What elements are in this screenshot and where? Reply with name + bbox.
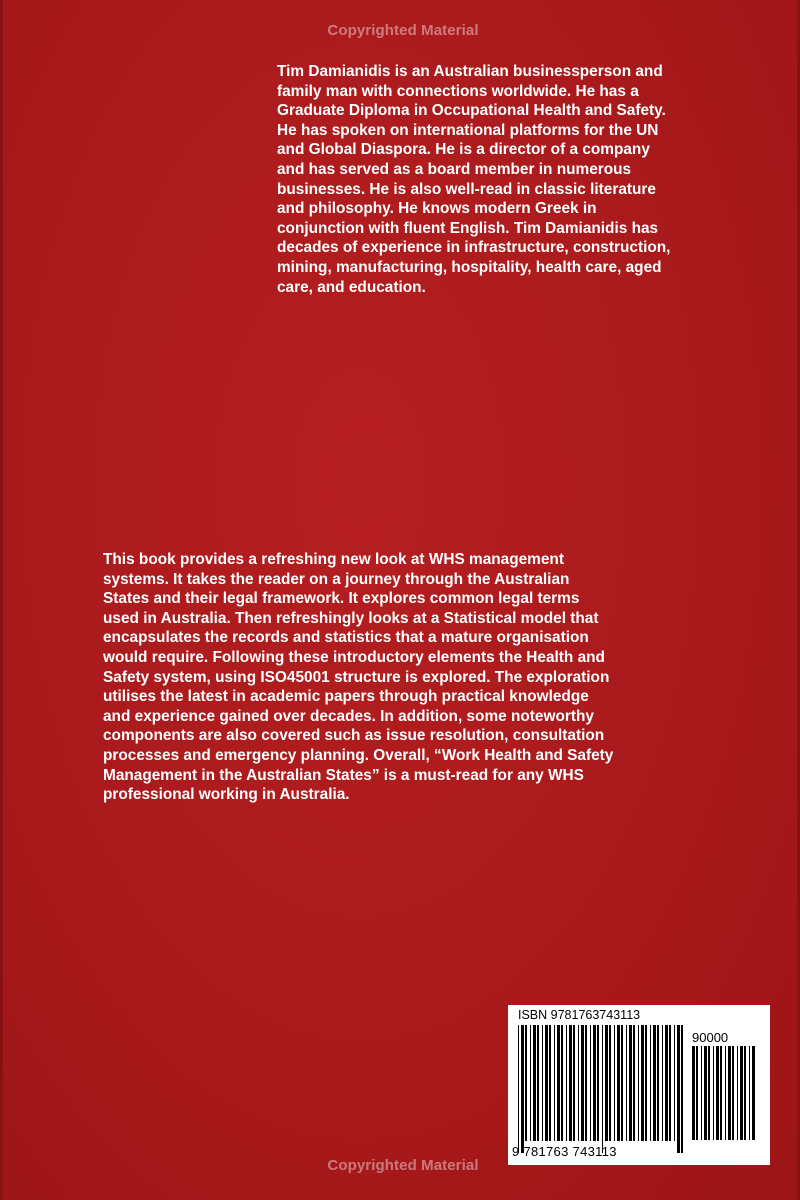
barcode-bar [614, 1025, 615, 1141]
barcode-bar [530, 1025, 531, 1141]
barcode-bar [653, 1025, 656, 1141]
barcode-bar [581, 1025, 584, 1141]
barcode-bar [744, 1046, 746, 1140]
barcode-bar [549, 1025, 551, 1141]
barcode-bar [621, 1025, 623, 1141]
barcode-bar [569, 1025, 572, 1141]
barcode-bar [716, 1046, 719, 1140]
barcode-bar [605, 1025, 608, 1141]
barcode-bar [629, 1025, 632, 1141]
barcode-bar [633, 1025, 635, 1141]
barcode-bar [590, 1025, 591, 1141]
price-code: 90000 [692, 1030, 729, 1045]
barcode-bar [554, 1025, 555, 1141]
copyright-watermark-top: Copyrighted Material [327, 22, 479, 39]
ean13-bars [518, 1025, 684, 1153]
barcode-bar [573, 1025, 575, 1141]
barcode-bar [732, 1046, 734, 1140]
barcode-bar [720, 1046, 722, 1140]
barcode-bar [545, 1025, 548, 1141]
barcode-bar [537, 1025, 539, 1141]
barcode-bar [638, 1025, 639, 1141]
barcode-bar [740, 1046, 743, 1140]
barcode-bar [557, 1025, 560, 1141]
barcode-bar [728, 1046, 731, 1140]
author-bio: Tim Damianidis is an Australian businessperson and family man with connections worldwide. He has a Graduate Diploma in Occupational Health and Safety. He has spoken on international platforms for the UN and Global Diaspora. He is a director of a company and has served as a board member in numerous businesses. He is also well-read in classic literature and philosophy. He knows modern Greek in conjunction with fluent English. Tim Damianidis has decades of experience in infrastructure, construction, mining, manufacturing, hospitality, health care, aged care, and education. [277, 63, 671, 296]
barcode-bar [585, 1025, 587, 1141]
barcode-bar [669, 1025, 671, 1141]
barcode-bar [692, 1046, 695, 1140]
barcode-bar [681, 1025, 683, 1153]
barcode-bar [561, 1025, 563, 1141]
barcode-bar [617, 1025, 620, 1141]
barcode-bar [752, 1046, 755, 1140]
barcode-bar [737, 1046, 738, 1140]
price-addon-bars [692, 1046, 758, 1152]
isbn-label: ISBN 9781763743113 [518, 1008, 641, 1022]
barcode-bar [626, 1025, 627, 1141]
barcode-bar [602, 1025, 603, 1153]
barcode-bar [533, 1025, 536, 1141]
copyright-watermark-bottom: Copyrighted Material [327, 1157, 479, 1174]
barcode-bar [521, 1025, 524, 1153]
barcode-bar [677, 1025, 680, 1153]
isbn-digits: 9 781763 743113 [512, 1144, 617, 1159]
barcode-bar [701, 1046, 702, 1140]
barcode-bar [662, 1025, 663, 1141]
barcode-bar [708, 1046, 710, 1140]
barcode-bar [641, 1025, 644, 1141]
barcode-bar [566, 1025, 567, 1141]
barcode-bar [657, 1025, 659, 1141]
barcode-bar [609, 1025, 611, 1141]
barcode-bar [704, 1046, 707, 1140]
barcode-bar [665, 1025, 668, 1141]
barcode-bar [593, 1025, 596, 1141]
barcode-bar [749, 1046, 750, 1140]
barcode-bar [674, 1025, 675, 1141]
barcode-bar [542, 1025, 543, 1141]
barcode-bar [696, 1046, 698, 1140]
barcode-bar [725, 1046, 726, 1140]
barcode-bar [597, 1025, 599, 1141]
barcode-bar [650, 1025, 651, 1141]
isbn-barcode [508, 1005, 770, 1165]
barcode-bar [645, 1025, 647, 1141]
barcode-bar [578, 1025, 579, 1141]
barcode-bar [713, 1046, 714, 1140]
book-description: This book provides a refreshing new look at WHS management systems. It takes the reader on a journey through the Australian States and their legal framework. It explores common legal terms used in Australia. Then refreshingly looks at a Statistical model that encapsulates the records and statistics that a mature organisation would require. Following these introductory elements the Health and Safety system, using ISO45001 structure is explored. The exploration utilises the latest in academic papers through practical knowledge and experience gained over decades. In addition, some noteworthy components are also covered such as issue resolution, consultation processes and emergency planning. Overall, “Work Health and Safety Management in the Australian States” is a must-read for any WHS professional working in Australia. [103, 551, 614, 804]
barcode-bar [525, 1025, 527, 1141]
barcode-bar [518, 1025, 519, 1153]
